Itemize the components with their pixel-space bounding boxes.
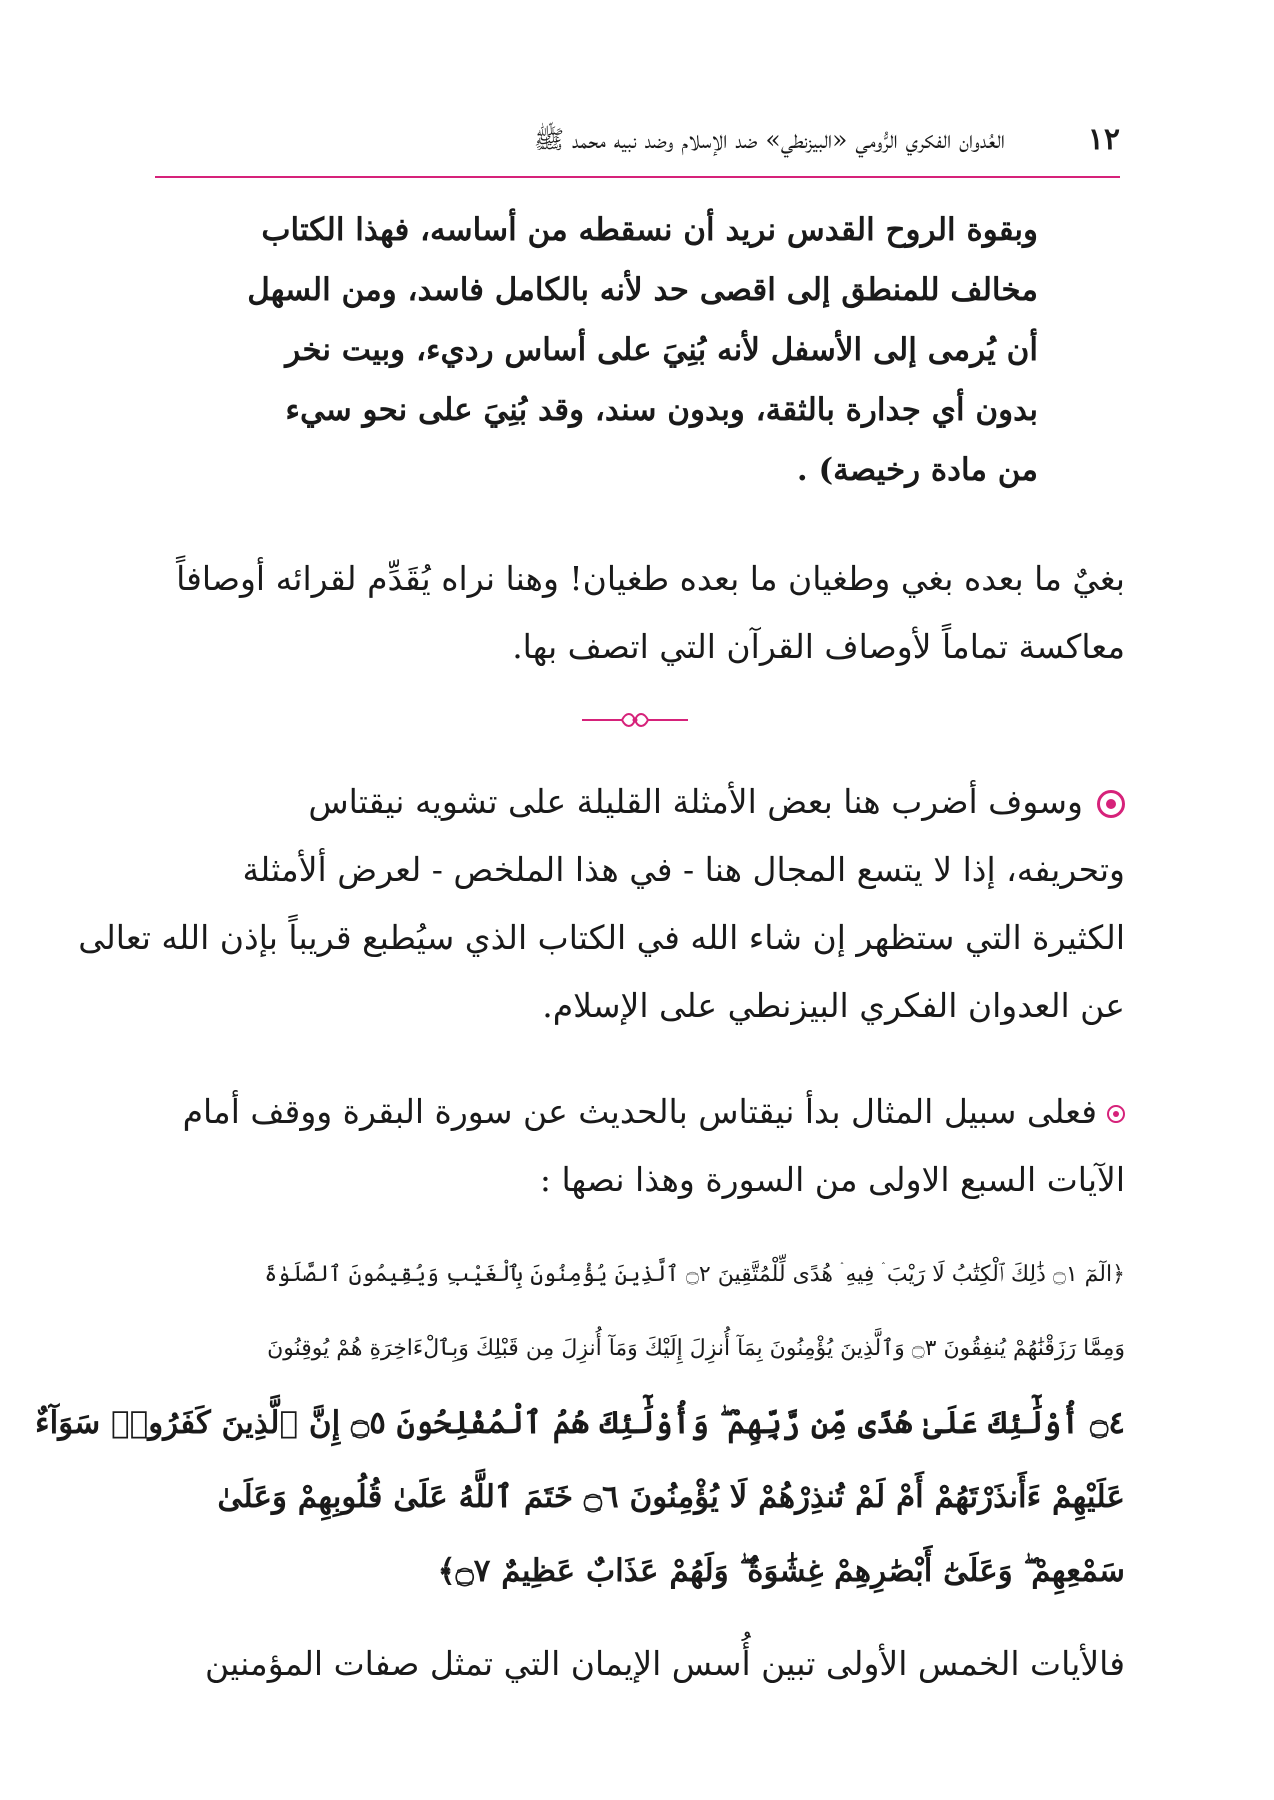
verse-line: وَمِمَّا رَزَقْنَٰهُمْ يُنفِقُونَ ۝٣ وَٱلَّذِينَ يُؤْمِنُونَ بِمَآ أُنزِلَ إِلَيْكَ وَمَآ أُنزِلَ مِن قَبْلِكَ وَبِٱلْءَاخِرَةِ هُمْ يُوقِنُونَ [267, 1336, 1125, 1361]
quote-line: وبقوة الروح القدس نريد أن نسقطه من أساسه، فهذا الكتاب [261, 212, 1038, 248]
quote-line: بدون أي جدارة بالثقة، وبدون سند، وقد بُنِيَ على نحو سيء [285, 392, 1038, 428]
text-line: بغيٌ ما بعده بغي وطغيان ما بعده طغيان! وهنا نراه يُقَدِّم لقرائه أوصافاً [176, 559, 1125, 598]
text-line [155, 1078, 1125, 1146]
page-header [155, 118, 1120, 178]
quote-line: من مادة رخيصة) . [796, 452, 1038, 488]
page-number: ١٢ [1087, 122, 1120, 157]
text-line: معاكسة تماماً لأوصاف القرآن التي اتصف بها. [512, 627, 1125, 666]
text-line: الكثيرة التي ستظهر إن شاء الله في الكتاب الذي سيُطبع قريباً بإذن الله تعالى [78, 918, 1125, 957]
verse-line: سَمْعِهِمْ ۖ وَعَلَىٰٓ أَبْصَٰرِهِمْ غِشَٰوَةٌ ۖ وَلَهُمْ عَذَابٌ عَظِيمٌ ۝٧﴾ [437, 1553, 1125, 1589]
header-divider [155, 176, 1120, 178]
text-line [155, 768, 1125, 836]
running-title: العُدوان الفكري الرُّومي «البيزنطي» ضد الإسلام وضد نبيه محمد ﷺ [533, 125, 1005, 154]
text-line: الآيات السبع الاولى من السورة وهذا نصها : [539, 1160, 1125, 1199]
paragraph-example-intro [155, 1078, 1125, 1214]
verse-line: عَلَيْهِمْ ءَأَنذَرْتَهُمْ أَمْ لَمْ تُنذِرْهُمْ لَا يُؤْمِنُونَ ۝٦ خَتَمَ ٱللَّهُ عَلَىٰ قُلُوبِهِمْ وَعَلَىٰ [217, 1479, 1125, 1515]
section-divider-ornament [580, 708, 690, 732]
quoted-passage [238, 200, 1038, 500]
target-bullet-icon [1097, 790, 1125, 818]
quote-line: مخالف للمنطق إلى اقصى حد لأنه بالكامل فاسد، ومن السهل [247, 272, 1038, 308]
quran-verses [35, 1238, 1125, 1608]
verse-line: ۝٤ أُوْلَٰٓئِكَ عَلَىٰ هُدًى مِّن رَّبِّهِمْ ۖ وَأُوْلَٰٓئِكَ هُمُ ٱلْمُفْلِحُونَ ۝٥ إِنَّ ٱلَّذِينَ كَفَرُوا۟ سَوَآءٌ [35, 1405, 1125, 1441]
text-line: وتحريفه، إذا لا يتسع المجال هنا - في هذا الملخص - لعرض ألأمثلة [242, 850, 1125, 889]
quote-line: أن يُرمى إلى الأسفل لأنه بُنِيَ على أساس رديء، وبيت نخر [285, 332, 1038, 368]
paragraph-examples [78, 768, 1125, 1040]
text-line: فالأيات الخمس الأولى تبين أُسس الإيمان التي تمثل صفات المؤمنين [205, 1644, 1125, 1683]
text-line-content: فعلى سبيل المثال بدأ نيقتاس بالحديث عن سورة البقرة ووقف أمام [182, 1092, 1097, 1131]
paragraph-commentary [155, 545, 1125, 681]
paragraph-conclusion [155, 1630, 1125, 1698]
verse-line: ﴿الٓمٓ ۝١ ذَٰلِكَ ٱلْكِتَٰبُ لَا رَيْبَ ۛ فِيهِ ۛ هُدًى لِّلْمُتَّقِينَ ۝٢ ٱلَّذِينَ يُؤْمِنُونَ بِٱلْغَيْبِ وَيُقِيمُونَ ٱلصَّلَوٰةَ [264, 1262, 1125, 1287]
small-bullet-icon [1107, 1105, 1125, 1123]
text-line: عن العدوان الفكري البيزنطي على الإسلام. [542, 986, 1125, 1025]
text-line-content: وسوف أضرب هنا بعض الأمثلة القليلة على تشويه نيقتاس [308, 782, 1083, 821]
